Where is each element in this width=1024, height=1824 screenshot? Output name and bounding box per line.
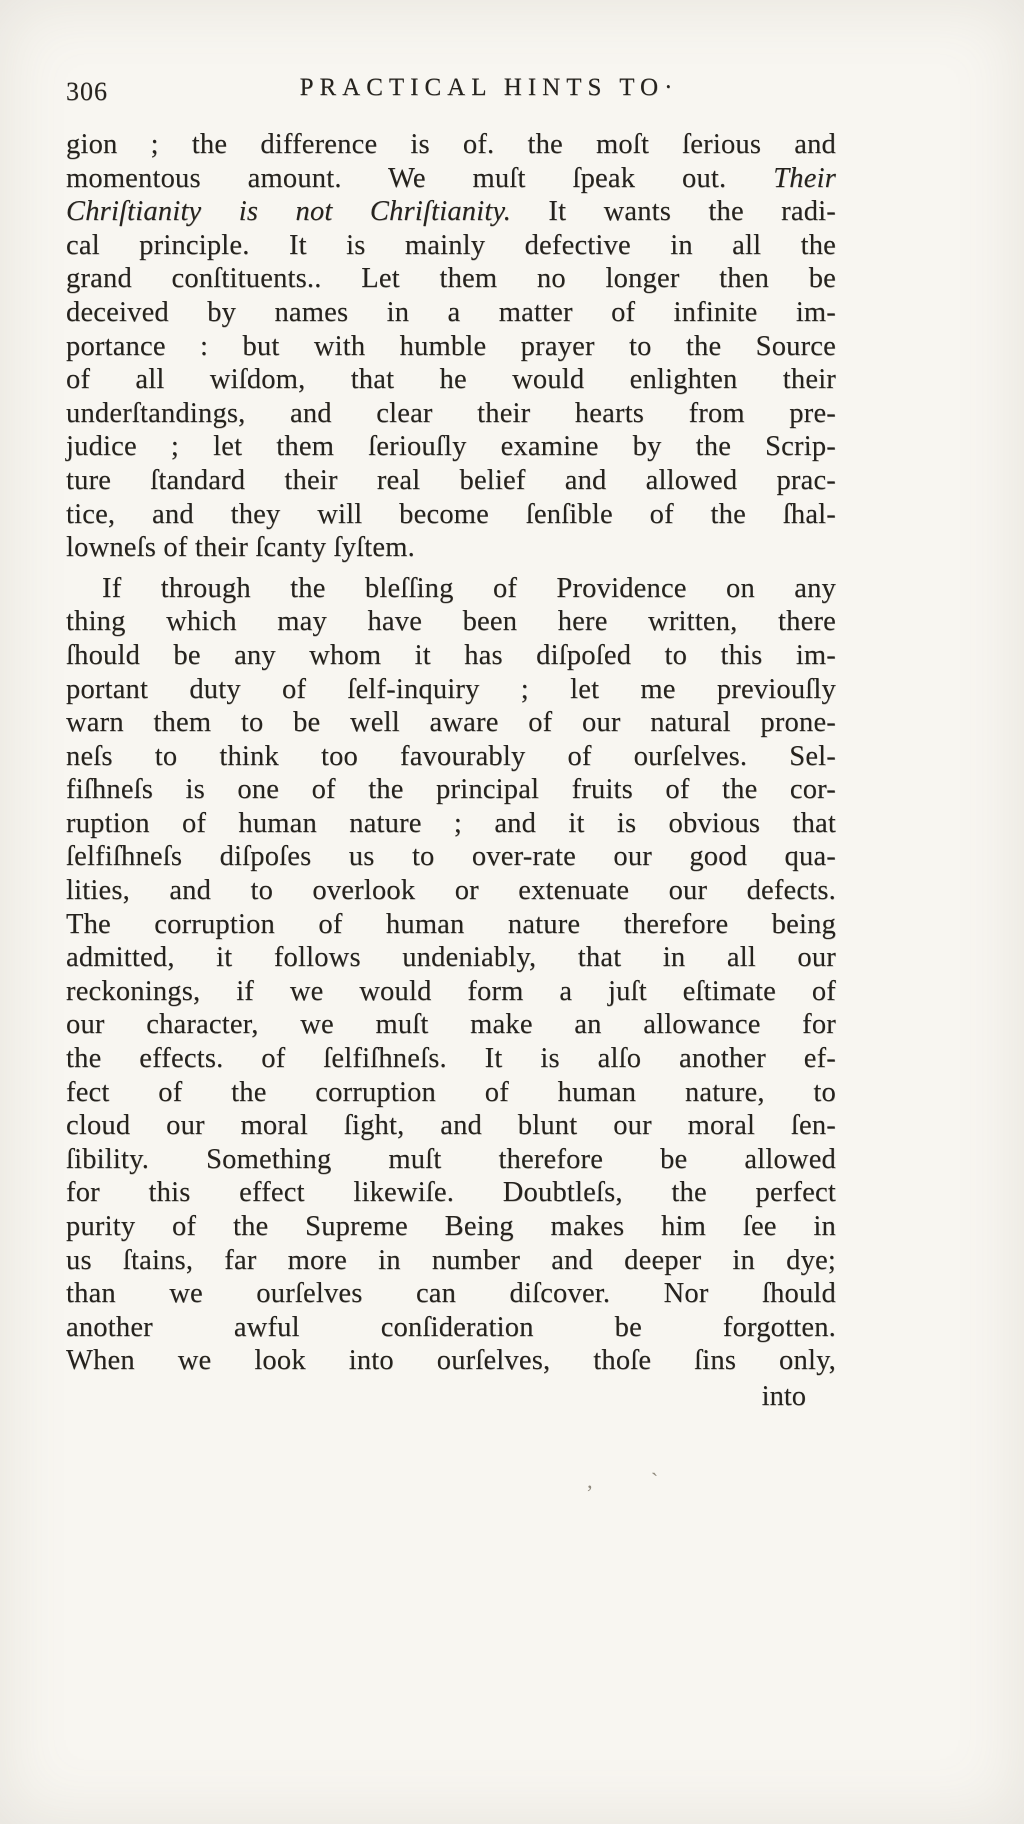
text-line: cloud our moral ſight, and blunt our moral ſen- xyxy=(66,1110,836,1142)
text-line: than we ourſelves can diſcover. Nor ſhould xyxy=(66,1278,836,1310)
text-line: cal principle. It is mainly defective in all the xyxy=(66,229,836,261)
text-line: deceived by names in a matter of infinite im- xyxy=(66,296,836,328)
text-line: ſelfiſhneſs diſpoſes us to over-rate our good qua- xyxy=(66,841,836,873)
page-number: 306 xyxy=(66,77,108,106)
text-line: gion ; the difference is of. the moſt ſerious and xyxy=(66,129,836,160)
text-line: of all wiſdom, that he would enlighten their xyxy=(66,364,836,396)
text-line: judice ; let them ſeriouſly examine by the Scrip- xyxy=(66,431,836,463)
text-line: momentous amount. We muſt ſpeak out. Their xyxy=(66,162,836,194)
text-line: fiſhneſs is one of the principal fruits of the cor- xyxy=(66,774,836,806)
paragraph-2 xyxy=(66,572,836,1378)
text-line: underſtandings, and clear their hearts from pre- xyxy=(66,397,836,429)
text-line: admitted, it follows undeniably, that in all our xyxy=(66,942,836,974)
text-line: our character, we muſt make an allowance for xyxy=(66,1009,836,1041)
text-line: The corruption of human nature therefore being xyxy=(66,908,836,940)
text-line: ſibility. Something muſt therefore be allowed xyxy=(66,1143,836,1175)
text-line: portance : but with humble prayer to the Source xyxy=(66,330,836,362)
catchword: into xyxy=(761,1380,806,1412)
text-line: If through the bleſſing of Providence on any xyxy=(102,572,836,604)
text-line: warn them to be well aware of our natural prone- xyxy=(66,707,836,739)
text-line: tice, and they will become ſenſible of the ſhal- xyxy=(66,498,836,530)
print-specks: ‚ ˋ xyxy=(586,1468,685,1493)
text-line: When we look into ourſelves, thoſe ſins only, xyxy=(66,1345,836,1377)
text-line: us ſtains, far more in number and deeper in dye; xyxy=(66,1244,836,1276)
paragraph-1 xyxy=(66,128,836,565)
running-title: PRACTICAL HINTS TO· xyxy=(299,74,679,101)
text-line: portant duty of ſelf-inquiry ; let me previouſly xyxy=(66,673,836,705)
page-header xyxy=(66,74,836,110)
text-line: for this effect likewiſe. Doubtleſs, the perfect xyxy=(66,1177,836,1209)
text-line: purity of the Supreme Being makes him ſee in xyxy=(66,1211,836,1242)
text-line: reckonings, if we would form a juſt eſtimate of xyxy=(66,975,836,1007)
text-line: Chriſtianity is not Chriſtianity. It wants the radi- xyxy=(66,196,836,228)
text-line: the effects. of ſelfiſhneſs. It is alſo another ef- xyxy=(66,1043,836,1075)
text-line: grand conſtituents.. Let them no longer then be xyxy=(66,263,836,295)
text-line: lowneſs of their ſcanty ſyſtem. xyxy=(66,532,415,564)
catchword-row xyxy=(66,1380,836,1414)
text-line: thing which may have been here written, there xyxy=(66,606,836,638)
text-line: ruption of human nature ; and it is obvious that xyxy=(66,807,836,839)
text-line: another awful conſideration be forgotten. xyxy=(66,1311,836,1343)
text-line: neſs to think too favourably of ourſelves. Sel- xyxy=(66,740,836,772)
text-line: fect of the corruption of human nature, to xyxy=(66,1076,836,1108)
text-line: lities, and to overlook or extenuate our defects. xyxy=(66,875,836,907)
text-line: ture ſtandard their real belief and allowed prac- xyxy=(66,464,836,496)
page-body xyxy=(66,128,836,1414)
text-line: ſhould be any whom it has diſpoſed to this im- xyxy=(66,639,836,671)
